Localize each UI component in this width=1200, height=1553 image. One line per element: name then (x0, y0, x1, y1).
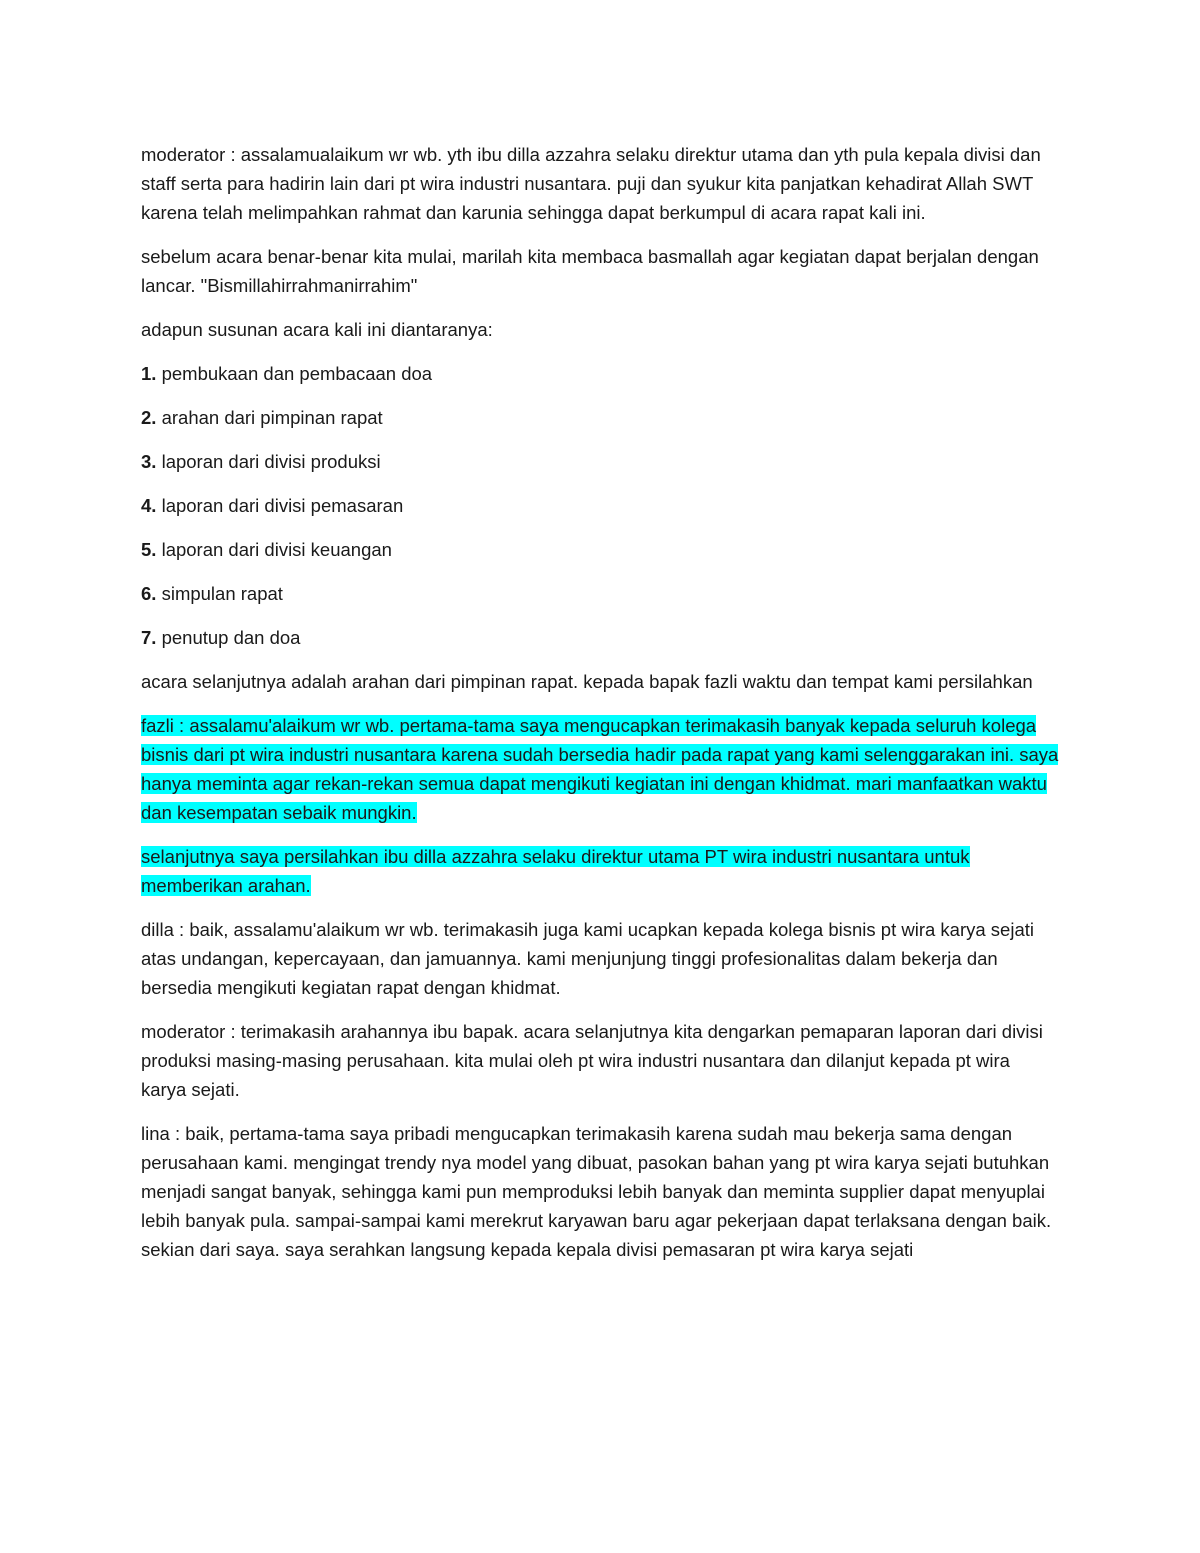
paragraph-moderator-opening: moderator : assalamualaikum wr wb. yth ibu dilla azzahra selaku direktur utama dan yth pula kepala divisi dan staff serta para hadirin lain dari pt wira industri nusantara. puji dan syukur kita panjatkan kehadirat Allah SWT karena telah melimpahkan rahmat dan karunia sehingga dapat berkumpul di acara rapat kali ini. (141, 144, 1041, 223)
agenda-item-text: pembukaan dan pembacaan doa (161, 363, 433, 384)
agenda-item-number: 2 (141, 407, 152, 428)
document-page (141, 140, 1059, 1279)
agenda-item-number: 6 (141, 583, 152, 604)
agenda-item-text: laporan dari divisi produksi (161, 451, 381, 472)
agenda-item: 7. penutup dan doa (141, 627, 301, 648)
highlighted-text: fazli : assalamu'alaikum wr wb. pertama-tama saya mengucapkan terimakasih banyak kepada seluruh kolega bisnis dari pt wira industri nusantara karena sudah bersedia hadir pada rapat yang kami selenggarakan ini. saya hanya meminta agar rekan-rekan semua dapat mengikuti kegiatan ini dengan khidmat. mari manfaatkan waktu dan kesempatan sebaik mungkin. (141, 715, 1059, 823)
agenda-item-number: 7 (141, 627, 152, 648)
agenda-item-number: 3 (141, 451, 152, 472)
agenda-item: 5. laporan dari divisi keuangan (141, 539, 392, 560)
agenda-item: 6. simpulan rapat (141, 583, 283, 604)
agenda-item-text: simpulan rapat (161, 583, 283, 604)
paragraph-basmallah: sebelum acara benar-benar kita mulai, marilah kita membaca basmallah agar kegiatan dapat berjalan dengan lancar. "Bismillahirrahmanirrahim" (141, 246, 1039, 296)
agenda-item: 1. pembukaan dan pembacaan doa (141, 363, 433, 384)
agenda-item-text: laporan dari divisi keuangan (161, 539, 392, 560)
agenda-item-number: 5 (141, 539, 152, 560)
agenda-item-text: laporan dari divisi pemasaran (161, 495, 404, 516)
highlighted-text: selanjutnya saya persilahkan ibu dilla azzahra selaku direktur utama PT wira industri nusantara untuk memberikan arahan. (141, 846, 970, 896)
agenda-item-text: penutup dan doa (161, 627, 301, 648)
agenda-item-text: arahan dari pimpinan rapat (161, 407, 383, 428)
agenda-item-number: 4 (141, 495, 152, 516)
paragraph-next-agenda: acara selanjutnya adalah arahan dari pimpinan rapat. kepada bapak fazli waktu dan tempat kami persilahkan (141, 671, 1033, 692)
agenda-item-number: 1 (141, 363, 152, 384)
paragraph-moderator-report: moderator : terimakasih arahannya ibu bapak. acara selanjutnya kita dengarkan pemaparan laporan dari divisi produksi masing-masing perusahaan. kita mulai oleh pt wira industri nusantara dan dilanjut kepada pt wira karya sejati. (141, 1021, 1043, 1100)
agenda-item: 3. laporan dari divisi produksi (141, 451, 381, 472)
agenda-item: 2. arahan dari pimpinan rapat (141, 407, 383, 428)
paragraph-dilla: dilla : baik, assalamu'alaikum wr wb. terimakasih juga kami ucapkan kepada kolega bisnis pt wira karya sejati atas undangan, kepercayaan, dan jamuannya. kami menjunjung tinggi profesionalitas dalam bekerja dan bersedia mengikuti kegiatan rapat dengan khidmat. (141, 919, 1034, 998)
paragraph-invite-director (141, 842, 1059, 900)
agenda-item: 4. laporan dari divisi pemasaran (141, 495, 404, 516)
paragraph-fazli (141, 711, 1059, 827)
paragraph-lina: lina : baik, pertama-tama saya pribadi mengucapkan terimakasih karena sudah mau bekerja sama dengan perusahaan kami. mengingat trendy nya model yang dibuat, pasokan bahan yang pt wira karya sejati butuhkan menjadi sangat banyak, sehingga kami pun memproduksi lebih banyak dan meminta supplier dapat menyuplai lebih banyak pula. sampai-sampai kami merekrut karyawan baru agar pekerjaan dapat terlaksana dengan baik. sekian dari saya. saya serahkan langsung kepada kepala divisi pemasaran pt wira karya sejati (141, 1123, 1052, 1260)
paragraph-agenda-intro: adapun susunan acara kali ini diantaranya: (141, 319, 493, 340)
